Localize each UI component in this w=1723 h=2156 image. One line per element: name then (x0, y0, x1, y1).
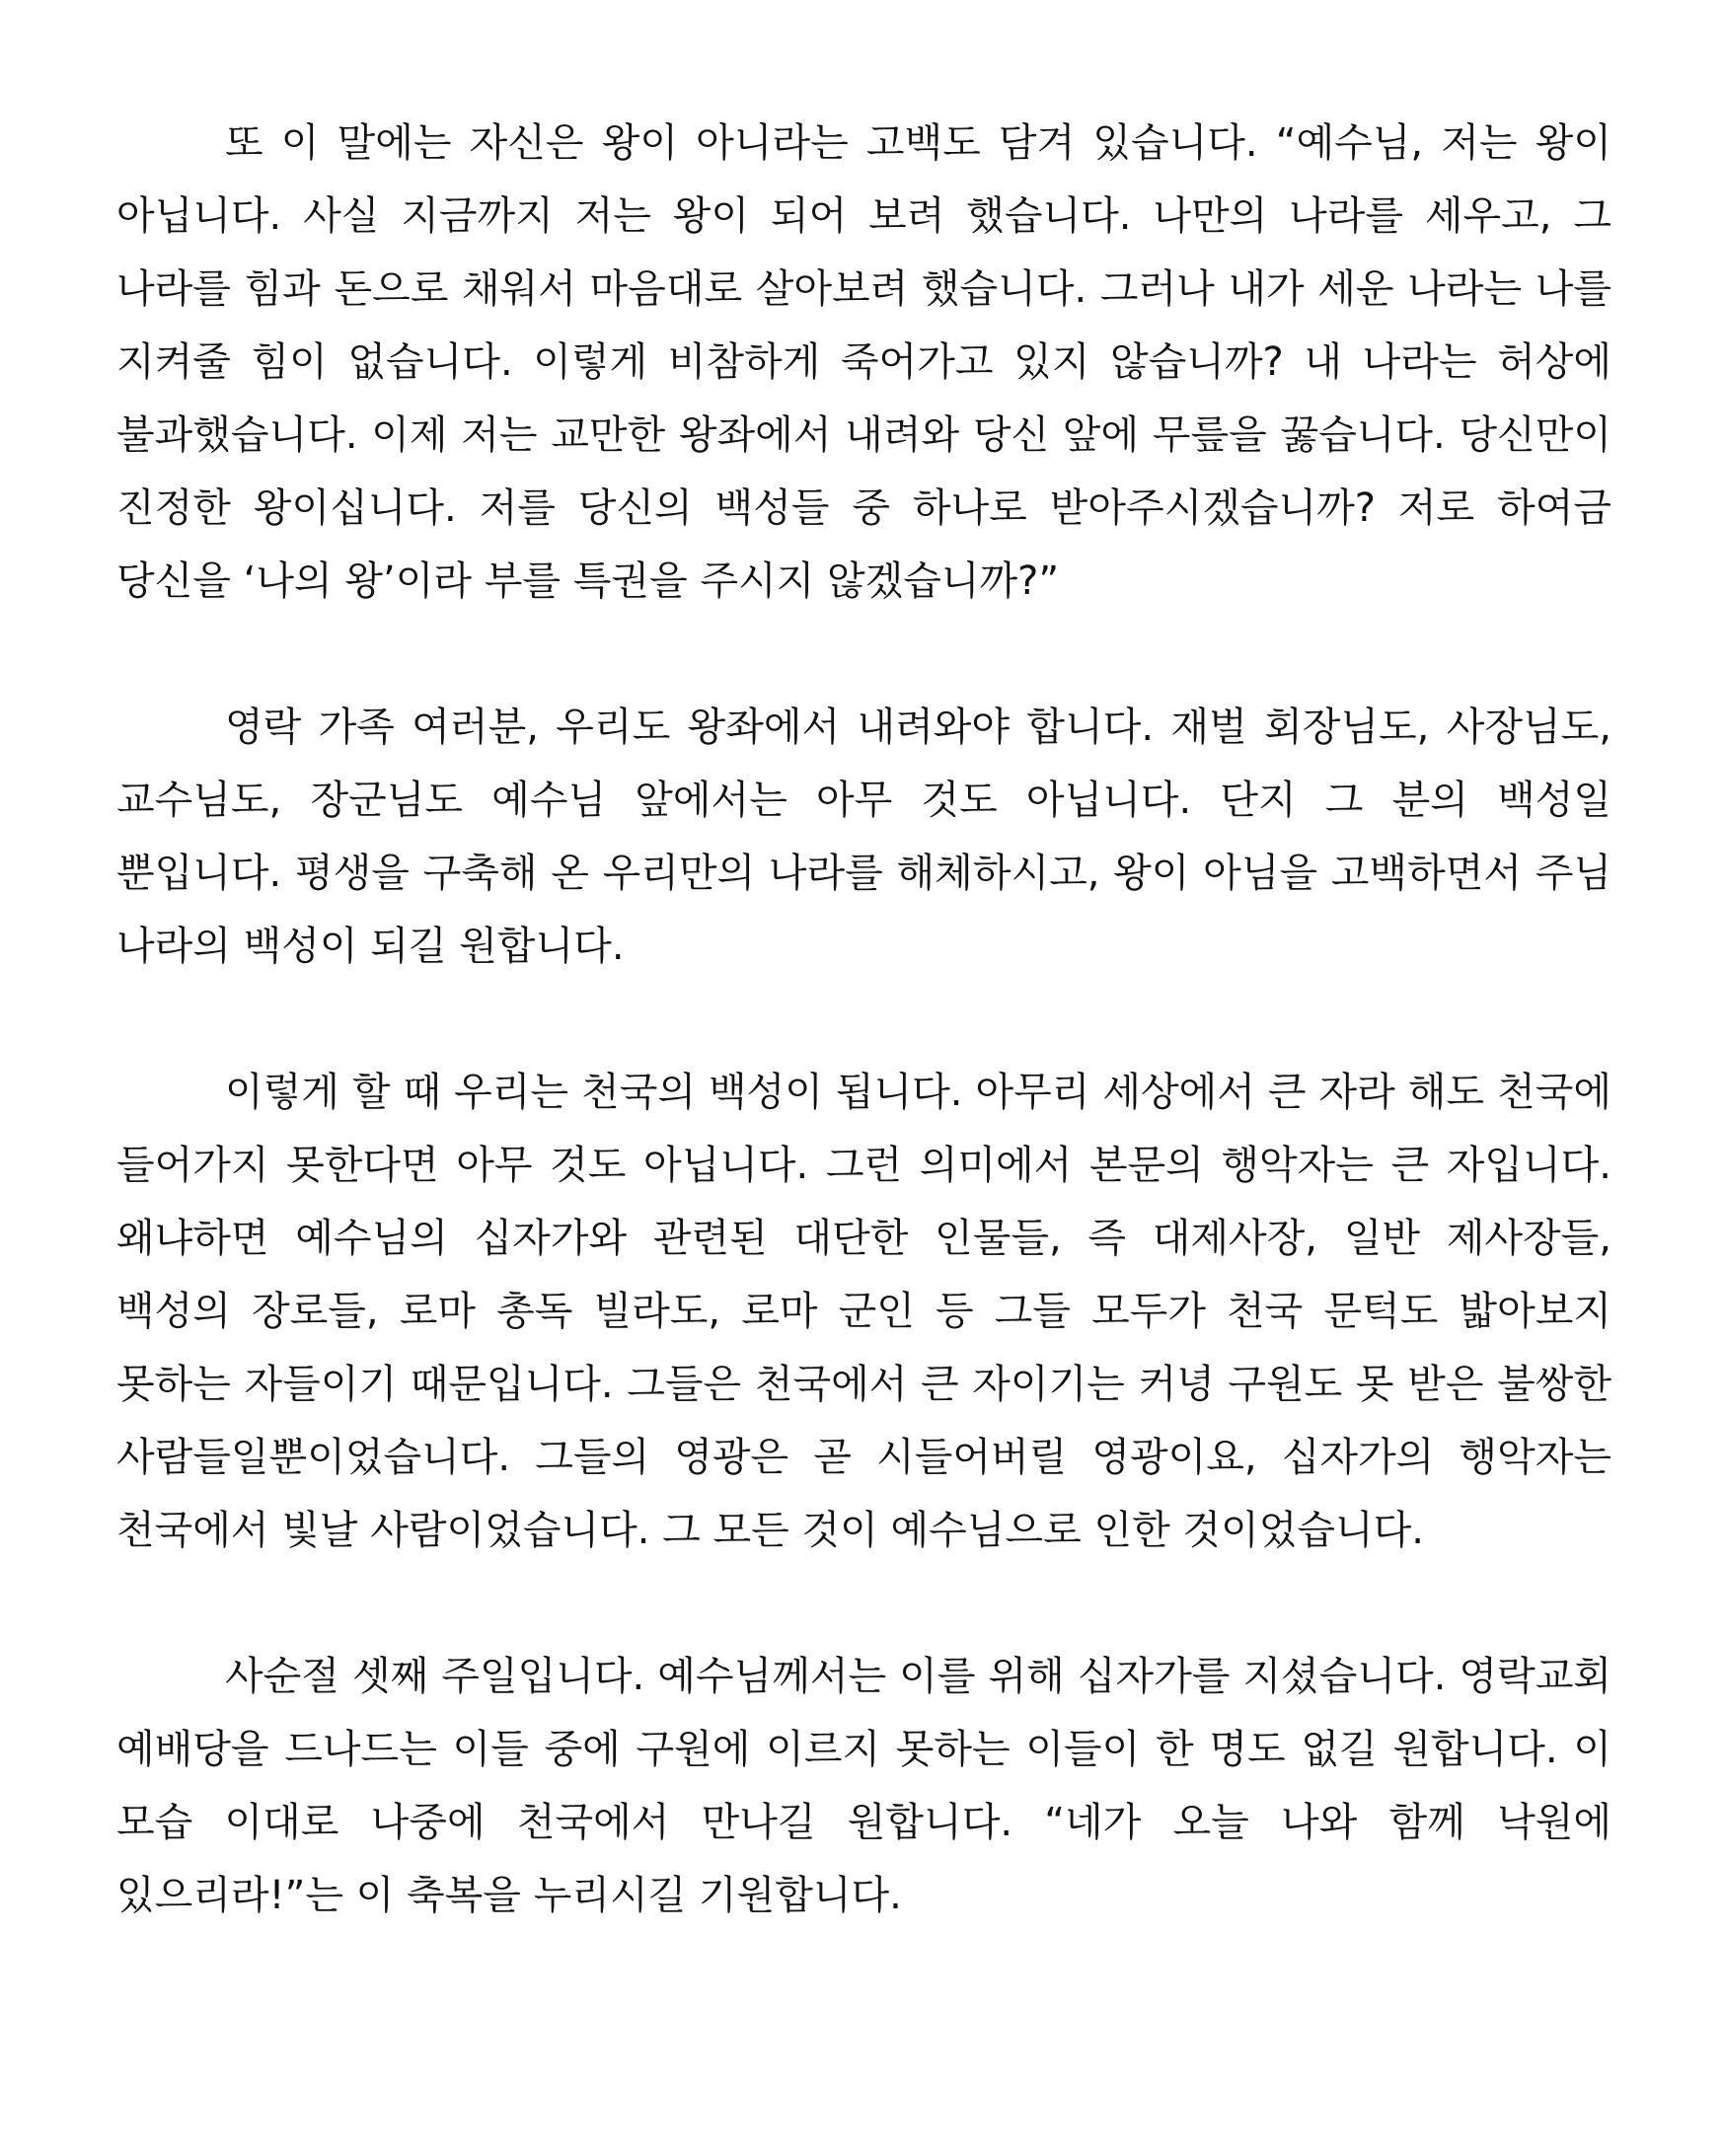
paragraph-citizens-of-heaven: 이렇게 할 때 우리는 천국의 백성이 됩니다. 아무리 세상에서 큰 자라 해도 천국에 들어가지 못한다면 아무 것도 아닙니다. 그런 의미에서 본문의 행악자는 큰 자입니다. 왜냐하면 예수님의 십자가와 관련된 대단한 인물들, 즉 대제사장, 일반 제사장들, 백성의 장로들, 로마 총독 빌라도, 로마 군인 등 그들 모두가 천국 문턱도 밟아보지 못하는 자들이기 때문입니다. 그들은 천국에서 큰 자이기는 커녕 구원도 못 받은 불쌍한 사람들일뿐이었습니다. 그들의 영광은 곧 시들어버릴 영광이요, 십자가의 행악자는 천국에서 빛날 사람이었습니다. 그 모든 것이 예수님으로 인한 것이었습니다. (116, 1070, 1611, 1553)
paragraph-lent-third-sunday: 사순절 셋째 주일입니다. 예수님께서는 이를 위해 십자가를 지셨습니다. 영락교회 예배당을 드나드는 이들 중에 구원에 이르지 못하는 이들이 한 명도 없길 원합니다. 이 모습 이대로 나중에 천국에서 만나길 원합니다. “네가 오늘 나와 함께 낙원에 있으리라!”는 이 축복을 누리시길 기원합니다. (116, 1654, 1611, 1918)
paragraph-confession-not-king: 또 이 말에는 자신은 왕이 아니라는 고백도 담겨 있습니다. “예수님, 저는 왕이 아닙니다. 사실 지금까지 저는 왕이 되어 보려 했습니다. 나만의 나라를 세우고, 그 나라를 힘과 돈으로 채워서 마음대로 살아보려 했습니다. 그러나 내가 세운 나라는 나를 지켜줄 힘이 없습니다. 이렇게 비참하게 죽어가고 있지 않습니까? 내 나라는 허상에 불과했습니다. 이제 저는 교만한 왕좌에서 내려와 당신 앞에 무릎을 꿇습니다. 당신만이 진정한 왕이십니다. 저를 당신의 백성들 중 하나로 받아주시겠습니까? 저로 하여금 당신을 ‘나의 왕’이라 부를 특권을 주시지 않겠습니까?” (116, 120, 1611, 604)
document-body (116, 107, 1611, 1932)
paragraph-step-down-from-throne: 영락 가족 여러분, 우리도 왕좌에서 내려와야 합니다. 재벌 회장님도, 사장님도, 교수님도, 장군님도 예수님 앞에서는 아무 것도 아닙니다. 단지 그 분의 백성일 뿐입니다. 평생을 구축해 온 우리만의 나라를 해체하시고, 왕이 아님을 고백하면서 주님 나라의 백성이 되길 원합니다. (116, 705, 1611, 969)
